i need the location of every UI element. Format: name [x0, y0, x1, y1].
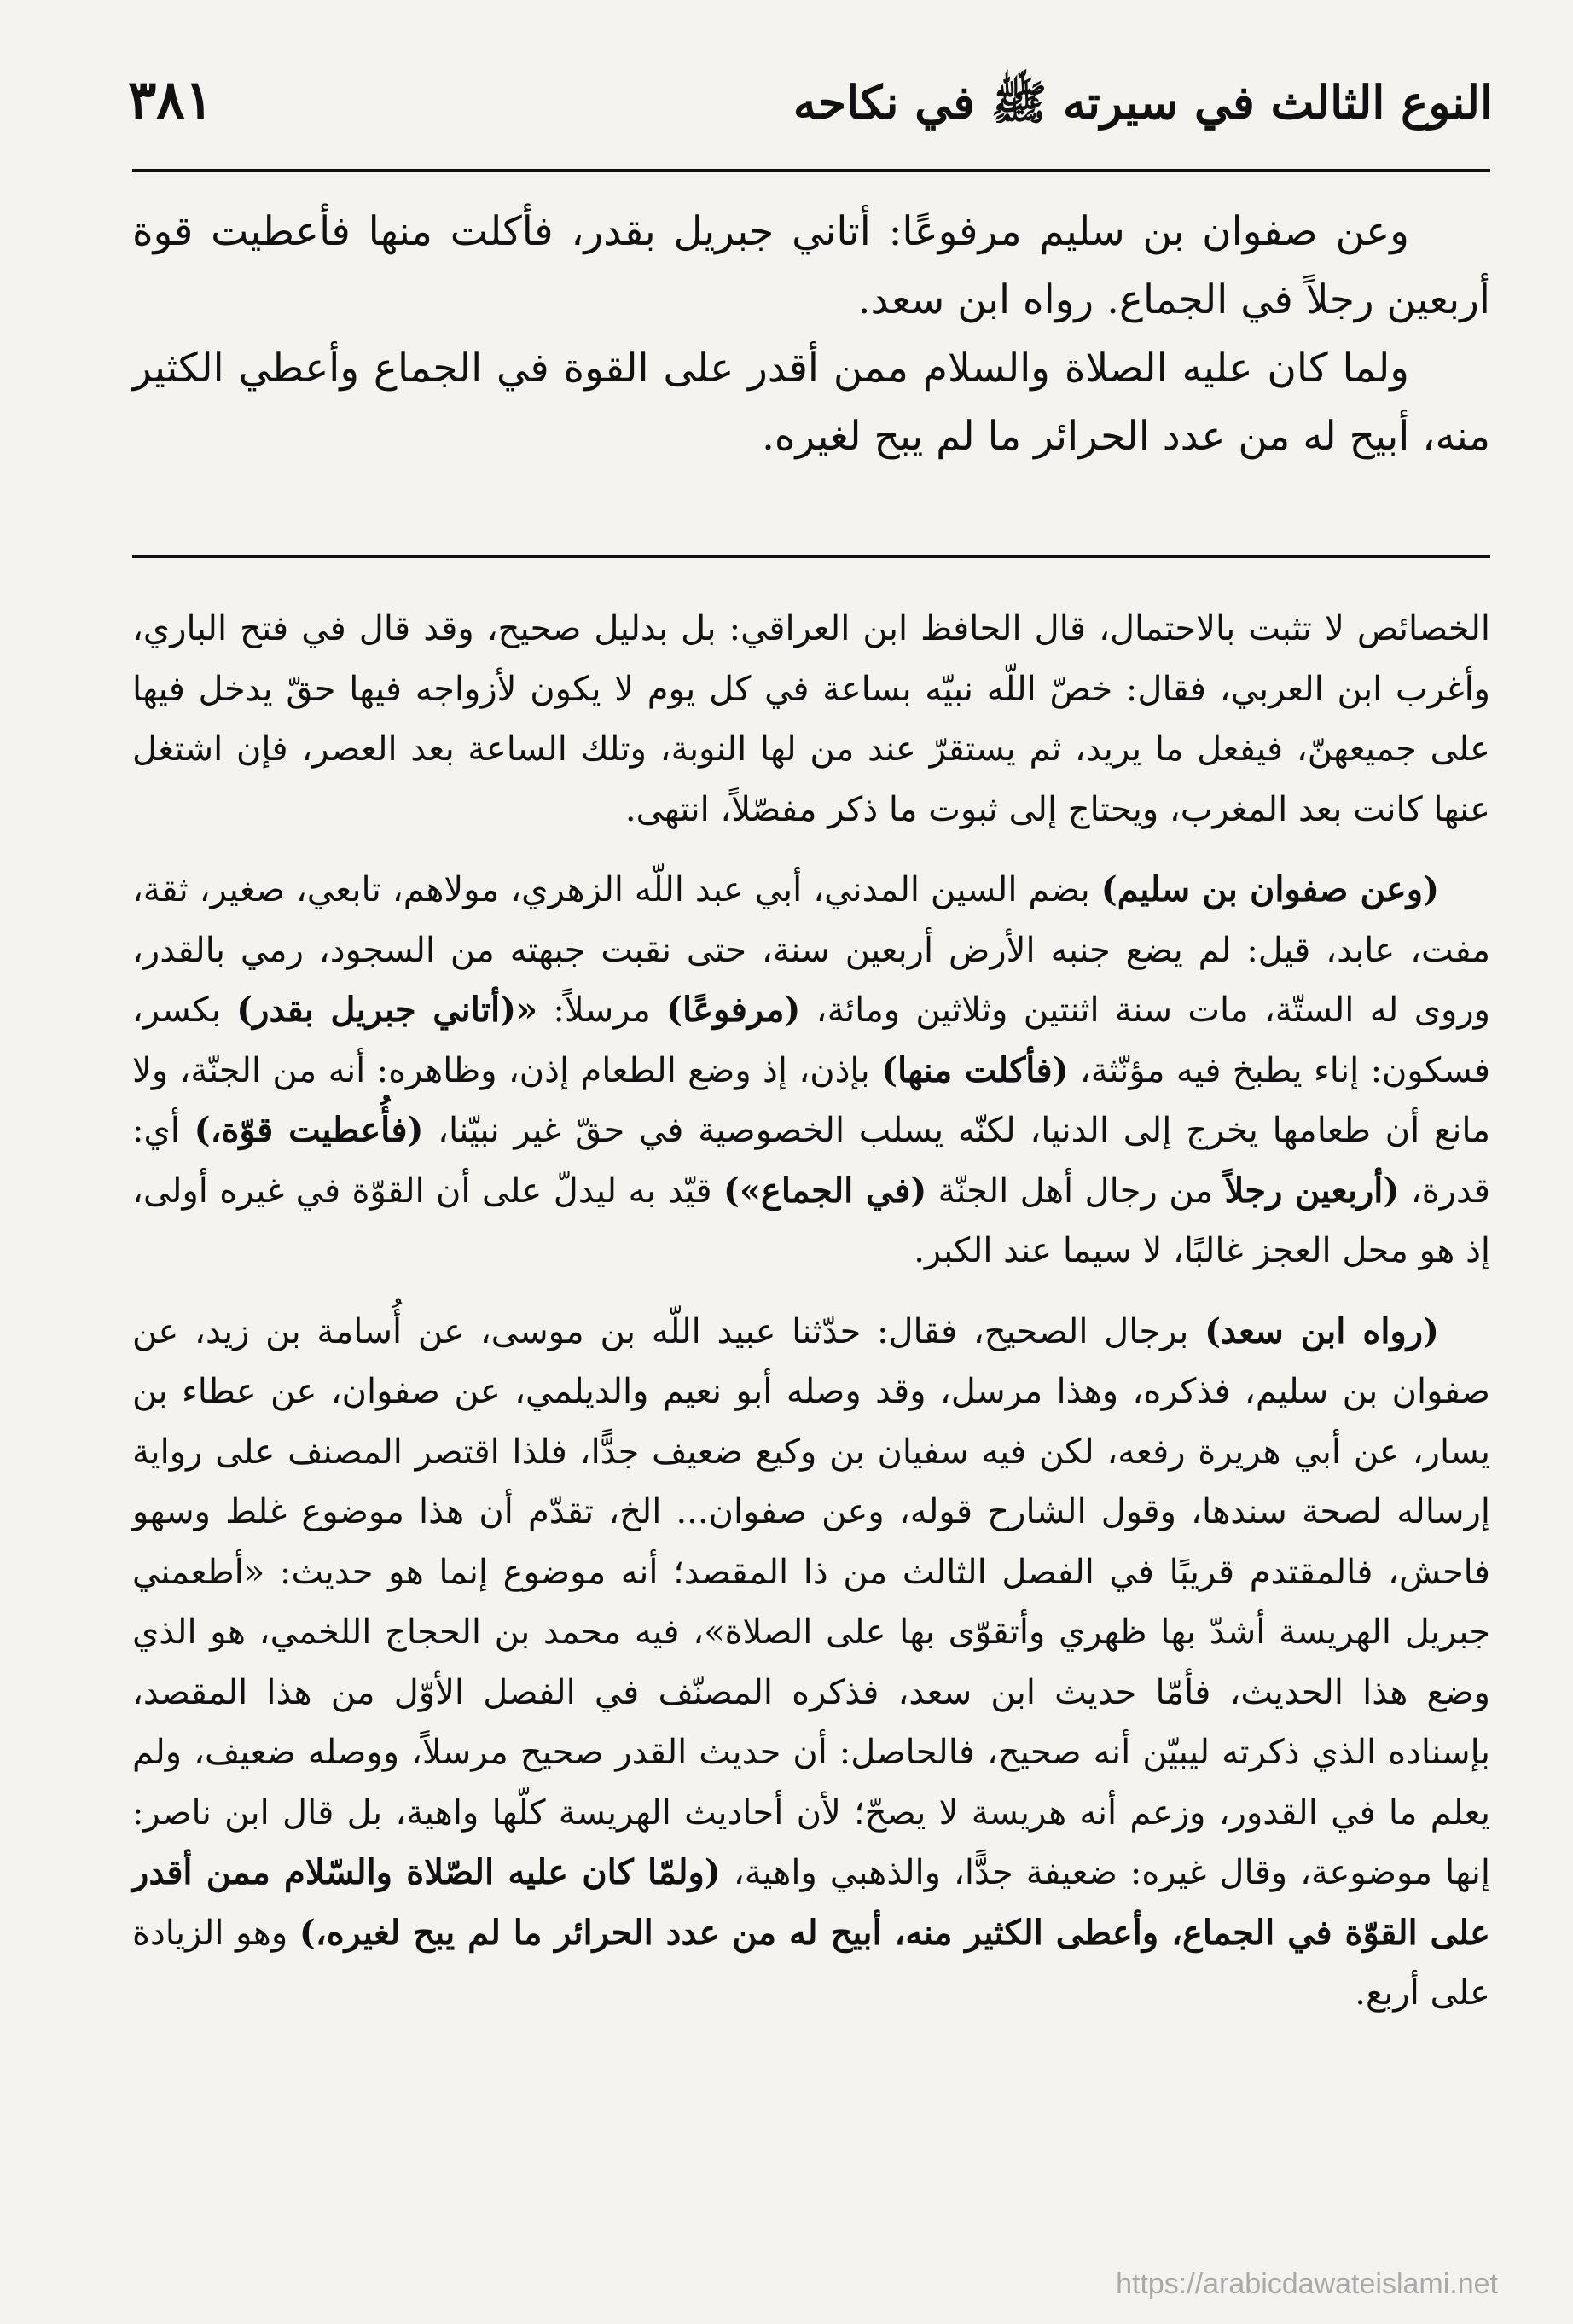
commentary-text: قيّد به ليدلّ على أن القوّة في غيره أولى، إذ هو محل العجز غالبًا، لا سيما عند الكبر.: [132, 1171, 1490, 1270]
quoted-phrase: (رواه ابن سعد): [1204, 1310, 1439, 1351]
commentary-text: وهو الزيادة على أربع.: [132, 1913, 1490, 2013]
quoted-phrase: (مرفوعًا): [666, 990, 801, 1030]
quoted-phrase: (فأكلت منها): [881, 1049, 1069, 1090]
page-header: [128, 68, 1493, 162]
commentary-paragraph-1: الخصائص لا تثبت بالاحتمال، قال الحافظ ابن العراقي: بل بدليل صحيح، وقد قال في فتح الباري، وأغرب ابن العربي، فقال: خصّ اللّه نبيّه بساعة في كل يوم لا يكون لأزواجه فيها حقّ يدخل فيها على جميعهنّ، فيفعل ما يريد، ثم يستقرّ عند من لها النوبة، وتلك الساعة بعد العصر، فإن اشتغل عنها كانت بعد المغرب، ويحتاج إلى ثبوت ما ذكر مفصّلاً، انتهى.: [132, 609, 1490, 829]
header-rule: [132, 169, 1490, 172]
commentary-text: أي: قدرة،: [132, 1111, 1491, 1211]
main-text: [132, 198, 1490, 471]
commentary-text: مرسلاً:: [537, 991, 667, 1030]
page-number: ٣٨١: [128, 68, 213, 131]
commentary-paragraph-2: [132, 860, 1490, 1281]
quoted-phrase: (أربعين رجلاً: [1224, 1170, 1400, 1211]
commentary-text: برجال الصحيح، فقال: حدّثنا عبيد اللّه بن موسى، عن أُسامة بن زيد، عن صفوان بن سليم، فذكره، وهذا مرسل، وقد وصله أبو نعيم والديلمي، عن صفوان، عن عطاء بن يسار، عن أبي هريرة رفعه، لكن فيه سفيان بن وكيع ضعيف جدًّا، فلذا اقتصر المصنف على رواية إرساله لصحة سندها، وقول الشارح قوله، وعن صفوان... الخ، تقدّم أن هذا موضوع غلط وسهو فاحش، فالمقتدم قريبًا في الفصل الثالث من ذا المقصد؛ أنه موضوع إنما هو حديث: «أطعمني جبريل الهريسة أشدّ بها ظهري وأتقوّى بها على الصلاة»، فيه محمد بن الحجاج اللخمي، هو الذي وضع هذا الحديث، فأمّا حديث ابن سعد، فذكره المصنّف في الفصل الأوّل من هذا المقصد، بإسناده الذي ذكرته ليبيّن أنه صحيح، فالحاصل: أن حديث القدر صحيح مرسلاً، ووصله ضعيف، ولم يعلم ما في القدور، وزعم أنه هريسة لا يصحّ؛ لأن أحاديث الهريسة كلّها واهية، بل قال ابن ناصر: إنها موضوعة، وقال غيره: ضعيفة جدًّا، والذهبي واهية،: [132, 1311, 1490, 1892]
commentary-paragraph-3: [132, 1302, 1490, 2024]
commentary-text: بإذن، إذ وضع الطعام إذن، وظاهره: أنه من الجنّة، ولا مانع أن طعامها يخرج إلى الدنيا، لكنّه يسلب الخصوصية في حقّ غير نبيّنا،: [132, 1050, 1490, 1150]
main-paragraph-2: ولما كان عليه الصلاة والسلام ممن أقدر على القوة في الجماع وأعطي الكثير منه، أبيح له من عدد الحرائر ما لم يبح لغيره.: [132, 345, 1490, 460]
main-paragraph-1: وعن صفوان بن سليم مرفوعًا: أتاني جبريل بقدر، فأكلت منها فأعطيت قوة أربعين رجلاً في الجماع. رواه ابن سعد.: [132, 208, 1490, 323]
commentary-divider: [132, 555, 1490, 558]
running-title: النوع الثالث في سيرته ﷺ في نكاحه: [792, 75, 1493, 130]
commentary-text: من رجال أهل الجنّة: [926, 1171, 1225, 1211]
watermark-url: https://arabicdawateislami.net: [1116, 2268, 1498, 2300]
quoted-phrase: (ولمّا كان عليه الصّلاة والسّلام ممن أقدر على القوّة في الجماع، وأعطى الكثير منه، أبيح له من عدد الحرائر ما لم يبح لغيره،): [132, 1852, 1491, 1953]
quoted-phrase: «(أتاني جبريل بقدر): [236, 990, 538, 1030]
quoted-phrase: (فأُعطيت قوّة،): [194, 1110, 424, 1150]
commentary-text: بكسر، فسكون: إناء يطبخ فيه مؤنّثة،: [132, 991, 1490, 1090]
commentary-text: بضم السين المدني، أبي عبد اللّه الزهري، مولاهم، تابعي، صغير، ثقة، مفت، عابد، قيل: لم يضع جنبه الأرض أربعين سنة، حتى نقبت جبهته من السجود، رمي بالقدر، وروى له الستّة، مات سنة اثنتين وثلاثين ومائة،: [132, 870, 1490, 1030]
commentary: [132, 599, 1490, 2024]
quoted-phrase: (وعن صفوان بن سليم): [1100, 869, 1440, 909]
quoted-phrase: (في الجماع»): [723, 1170, 927, 1211]
